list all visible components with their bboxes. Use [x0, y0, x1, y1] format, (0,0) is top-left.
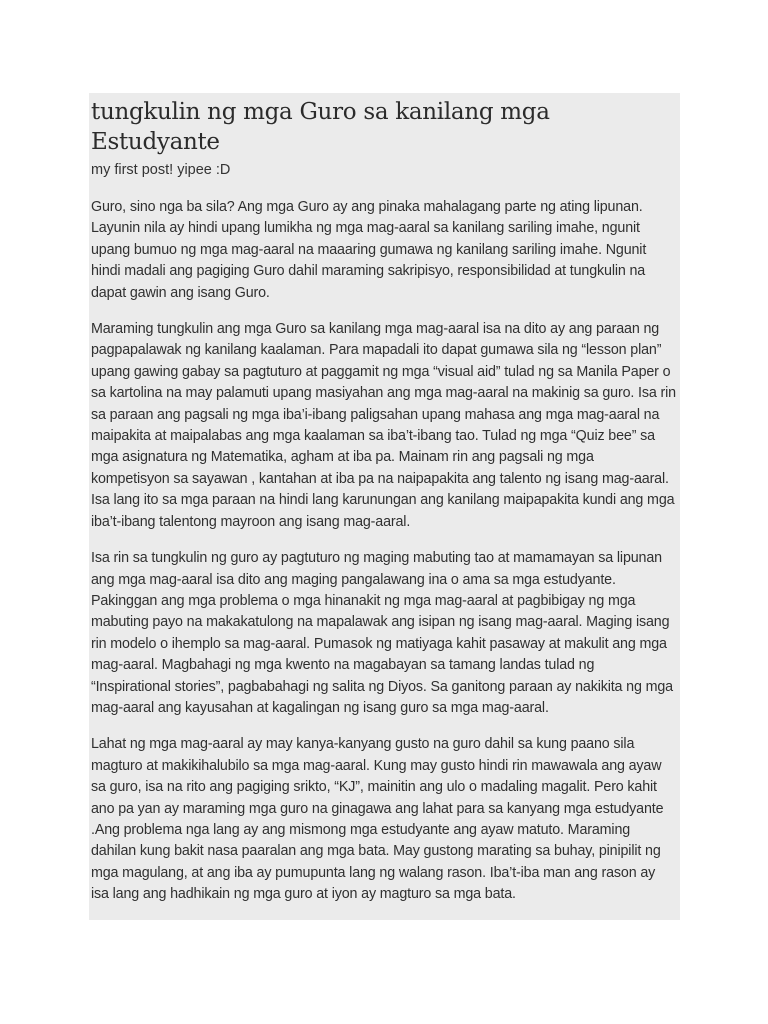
post-subtitle: my first post! yipee :D — [91, 162, 231, 178]
paragraph-2: Maraming tungkulin ang mga Guro sa kanilang mga mag-aaral isa na dito ay ang paraan ng pagpapalawak ng kanilang kaalaman. Para mapadali ito dapat gumawa sila ng “lesson plan” upang gawing gabay sa pagtuturo at paggamit ng mga “visual aid” tulad ng sa Manila Paper o sa kartolina na may palamuti upang masiyahan ang mga mag-aaral na makinig sa guro. Isa rin sa paraan ang pagsali ng mga iba’i-ibang paligsahan upang mahasa ang mga mag-aaral na maipakita at maipalabas ang mga kaalaman sa iba’t-ibang tao. Tulad ng mga “Quiz bee” sa mga asignatura ng Matematika, agham at iba pa. Mainam rin ang pagsali ng mga kompetisyon sa sayawan , kantahan at iba pa na naipapakita ang talento ng isang mag-aaral. Isa lang ito sa mga paraan na hindi lang karunungan ang kanilang maipapakita kundi ang mga iba’t-ibang talentong mayroon ang isang mag-aaral. — [91, 321, 676, 530]
post-content — [89, 93, 680, 906]
post-title: tungkulin ng mga Guro sa kanilang mga Estudyante — [91, 99, 550, 155]
paragraph-1: Guro, sino nga ba sila? Ang mga Guro ay ang pinaka mahalagang parte ng ating lipunan. Layunin nila ay hindi upang lumikha ng mga mag-aaral sa kanilang sariling imahe, ngunit upang bumuo ng mga mag-aaral na maaaring gumawa ng kanilang sariling imahe. Ngunit hindi madali ang pagiging Guro dahil maraming sakripisyo, responsibilidad at tungkulin na dapat gawin ang isang Guro. — [91, 199, 647, 301]
paragraph-4: Lahat ng mga mag-aaral ay may kanya-kanyang gusto na guro dahil sa kung paano sila magturo at makikihalubilo sa mga mag-aaral. Kung may gusto hindi rin mawawala ang ayaw sa guro, isa na rito ang pagiging srikto, “KJ”, mainitin ang ulo o madaling magalit. Pero kahit ano pa yan ay maraming mga guro na ginagawa ang lahat para sa kanyang mga estudyante .Ang problema nga lang ay ang mismong mga estudyante ang ayaw matuto. Maraming dahilan kung bakit nasa paaralan ang mga bata. May gustong marating sa buhay, pinipilit ng mga magulang, at ang iba ay pumupunta lang ng walang rason. Iba’t-iba man ang rason ay isa lang ang hadhikain ng mga guro at iyon ay magturo sa mga bata. — [91, 736, 664, 903]
post-panel — [89, 93, 680, 920]
paragraph-3: Isa rin sa tungkulin ng guro ay pagtuturo ng maging mabuting tao at mamamayan sa lipunan ang mga mag-aaral isa dito ang maging pangalawang ina o ama sa mga estudyante. Pakinggan ang mga problema o mga hinanakit ng mga mag-aaral at pagbibigay ng mga mabuting payo na makakatulong na mapalawak ang isipan ng isang mag-aaral. Maging isang rin modelo o ihemplo sa mag-aaral. Pumasok ng matiyaga kahit pasaway at makulit ang mga mag-aaral. Magbahagi ng mga kwento na magabayan sa tamang landas tulad ng “Inspirational stories”, pagbabahagi ng salita ng Diyos. Sa ganitong paraan ay nakikita ng mga mag-aaral ang kayusahan at kagalingan ng isang guro sa mga mag-aaral. — [91, 550, 673, 716]
